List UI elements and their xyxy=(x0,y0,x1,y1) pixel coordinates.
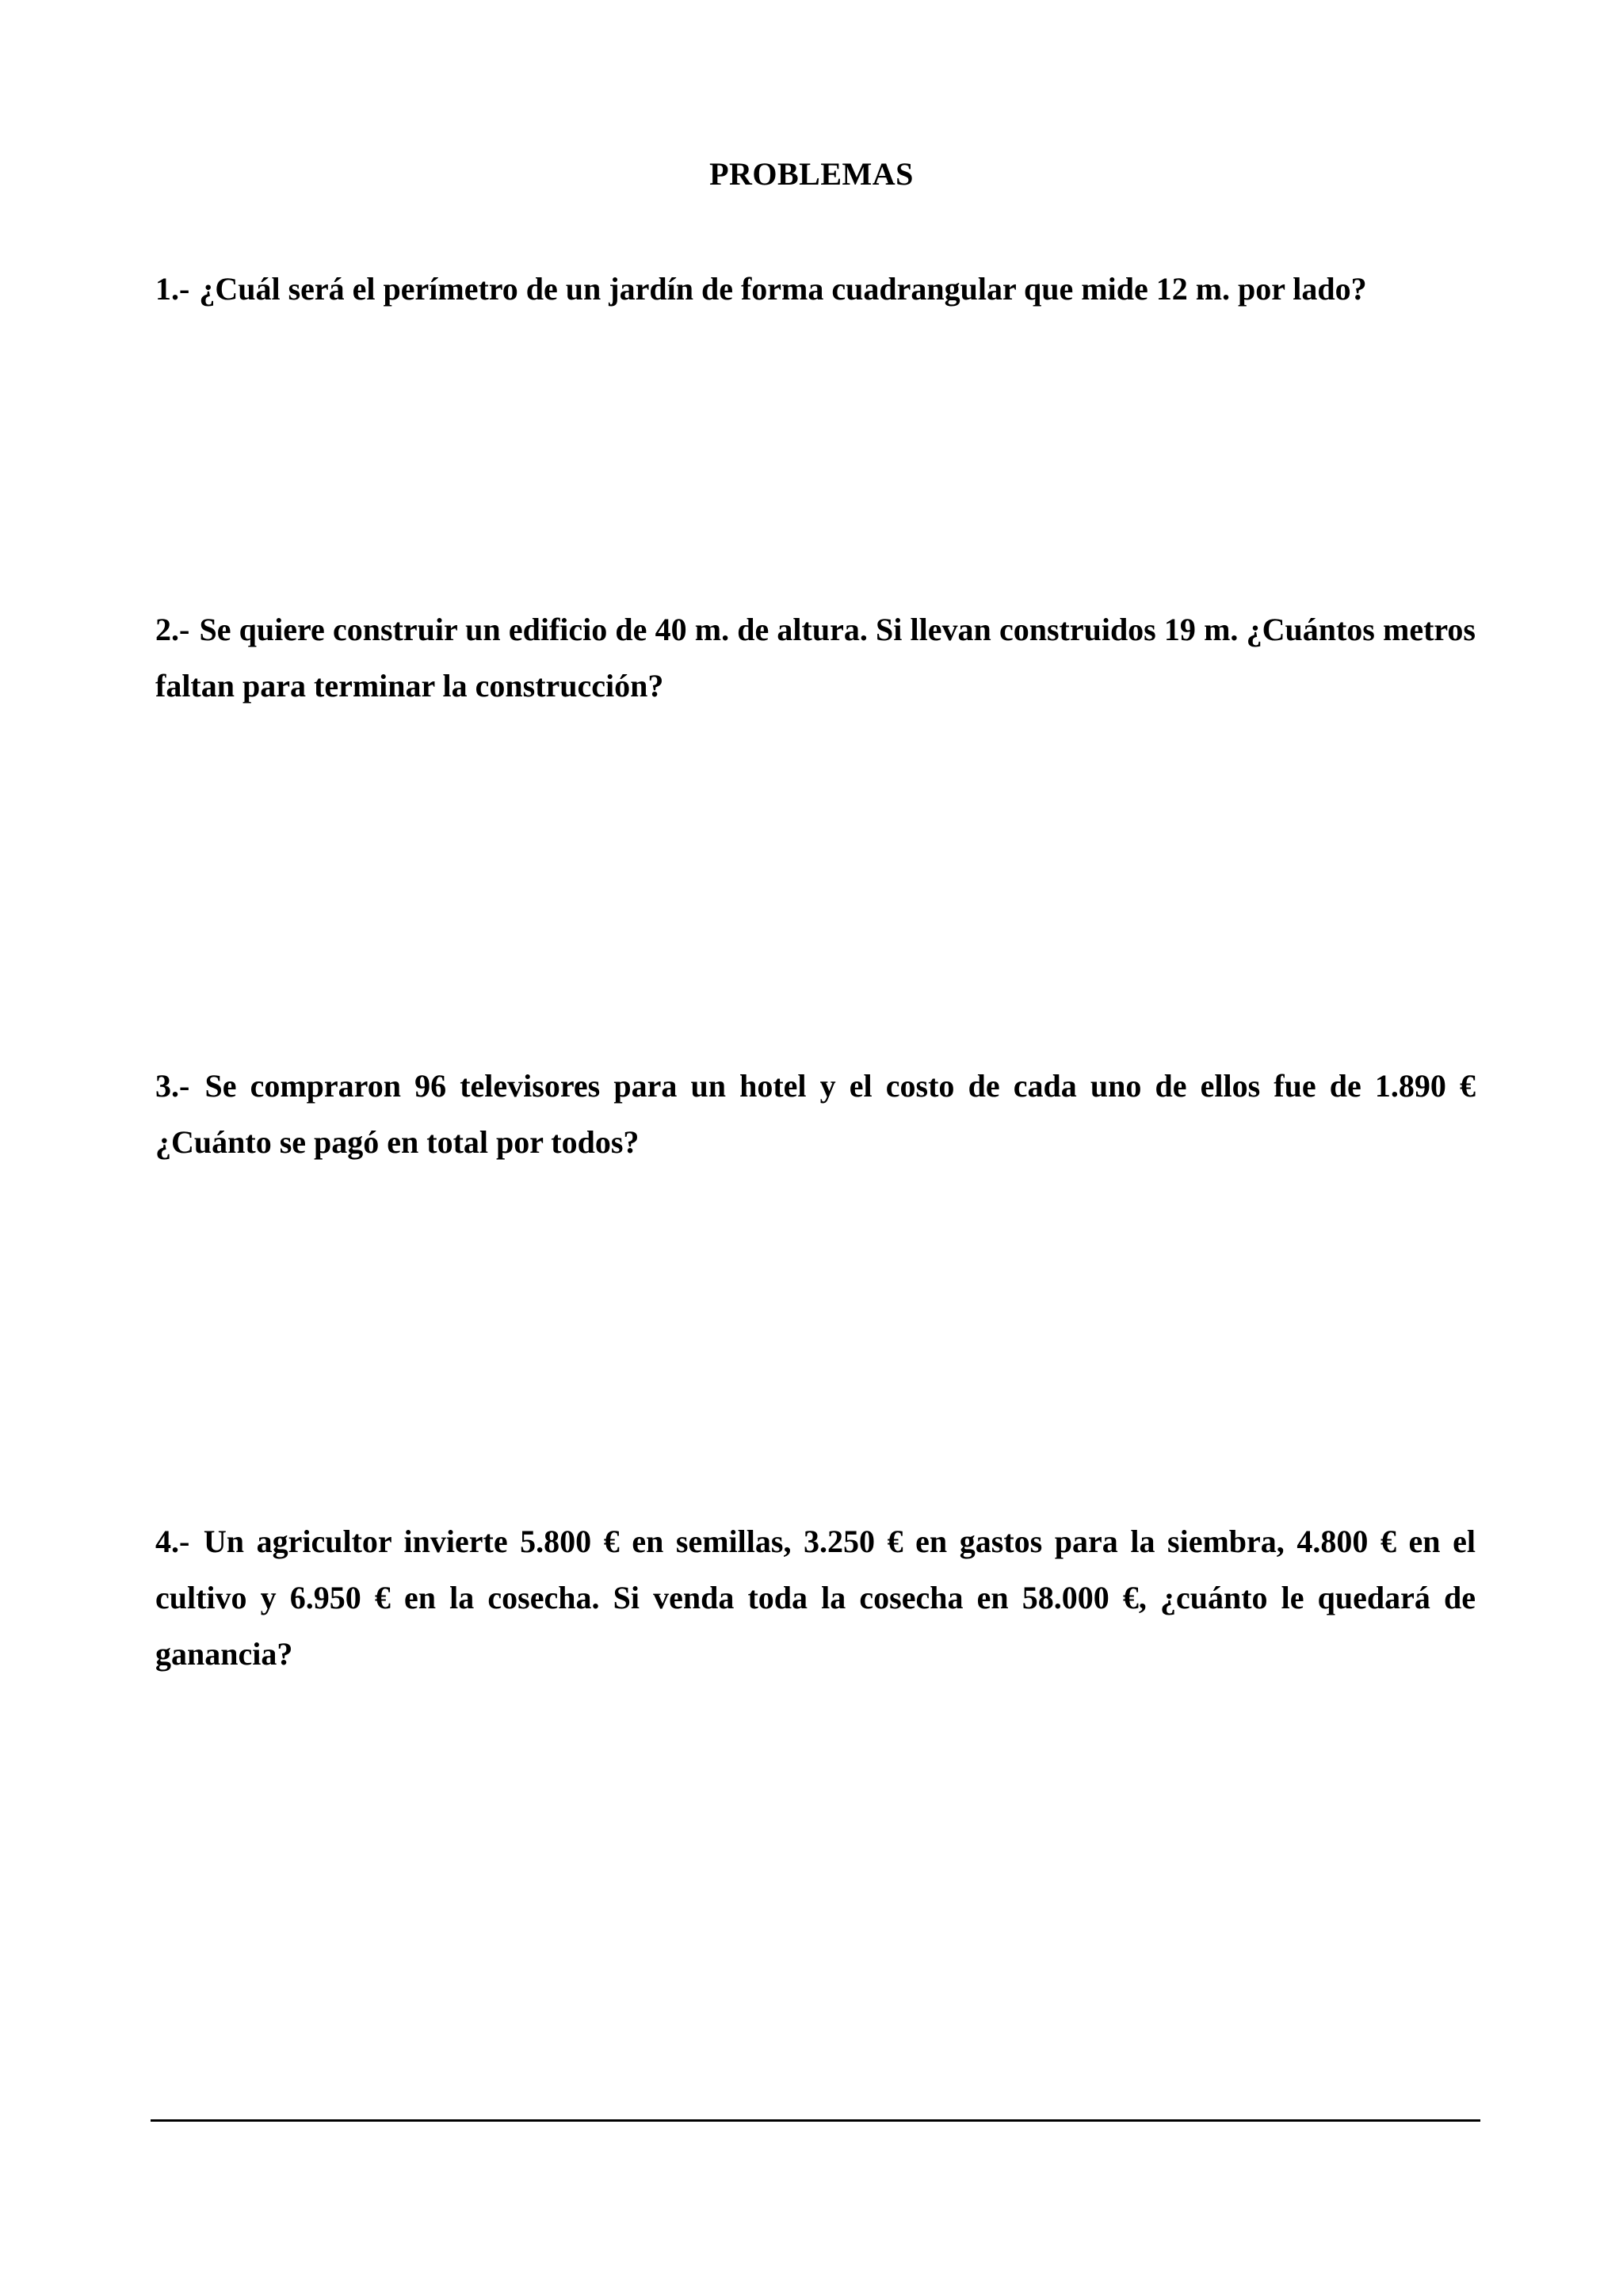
footer-divider xyxy=(151,2119,1480,2122)
problem-3 xyxy=(155,1058,1476,1170)
page-title: PROBLEMAS xyxy=(709,156,914,192)
problem-number: 3.- xyxy=(155,1068,190,1104)
problem-text: Un agricultor invierte 5.800 € en semillas, 3.250 € en gastos para la siembra, 4.800 € en el cultivo y 6.950 € en la cosecha. Si venda toda la cosecha en 58.000 €, ¿cuánto le quedará de ganancia? xyxy=(155,1524,1476,1672)
problem-text: ¿Cuál será el perímetro de un jardín de forma cuadrangular que mide 12 m. por lado? xyxy=(199,271,1367,307)
problem-number: 2.- xyxy=(155,612,190,647)
problem-4 xyxy=(155,1513,1476,1682)
problem-number: 1.- xyxy=(155,271,190,307)
problem-text: Se compraron 96 televisores para un hotel y el costo de cada uno de ellos fue de 1.890 € ¿Cuánto se pagó en total por todos? xyxy=(155,1068,1476,1160)
problem-1 xyxy=(155,261,1476,317)
problem-text: Se quiere construir un edificio de 40 m. de altura. Si llevan construidos 19 m. ¿Cuántos metros faltan para terminar la construcción? xyxy=(155,612,1476,704)
problem-number: 4.- xyxy=(155,1524,190,1559)
problem-2 xyxy=(155,601,1476,714)
